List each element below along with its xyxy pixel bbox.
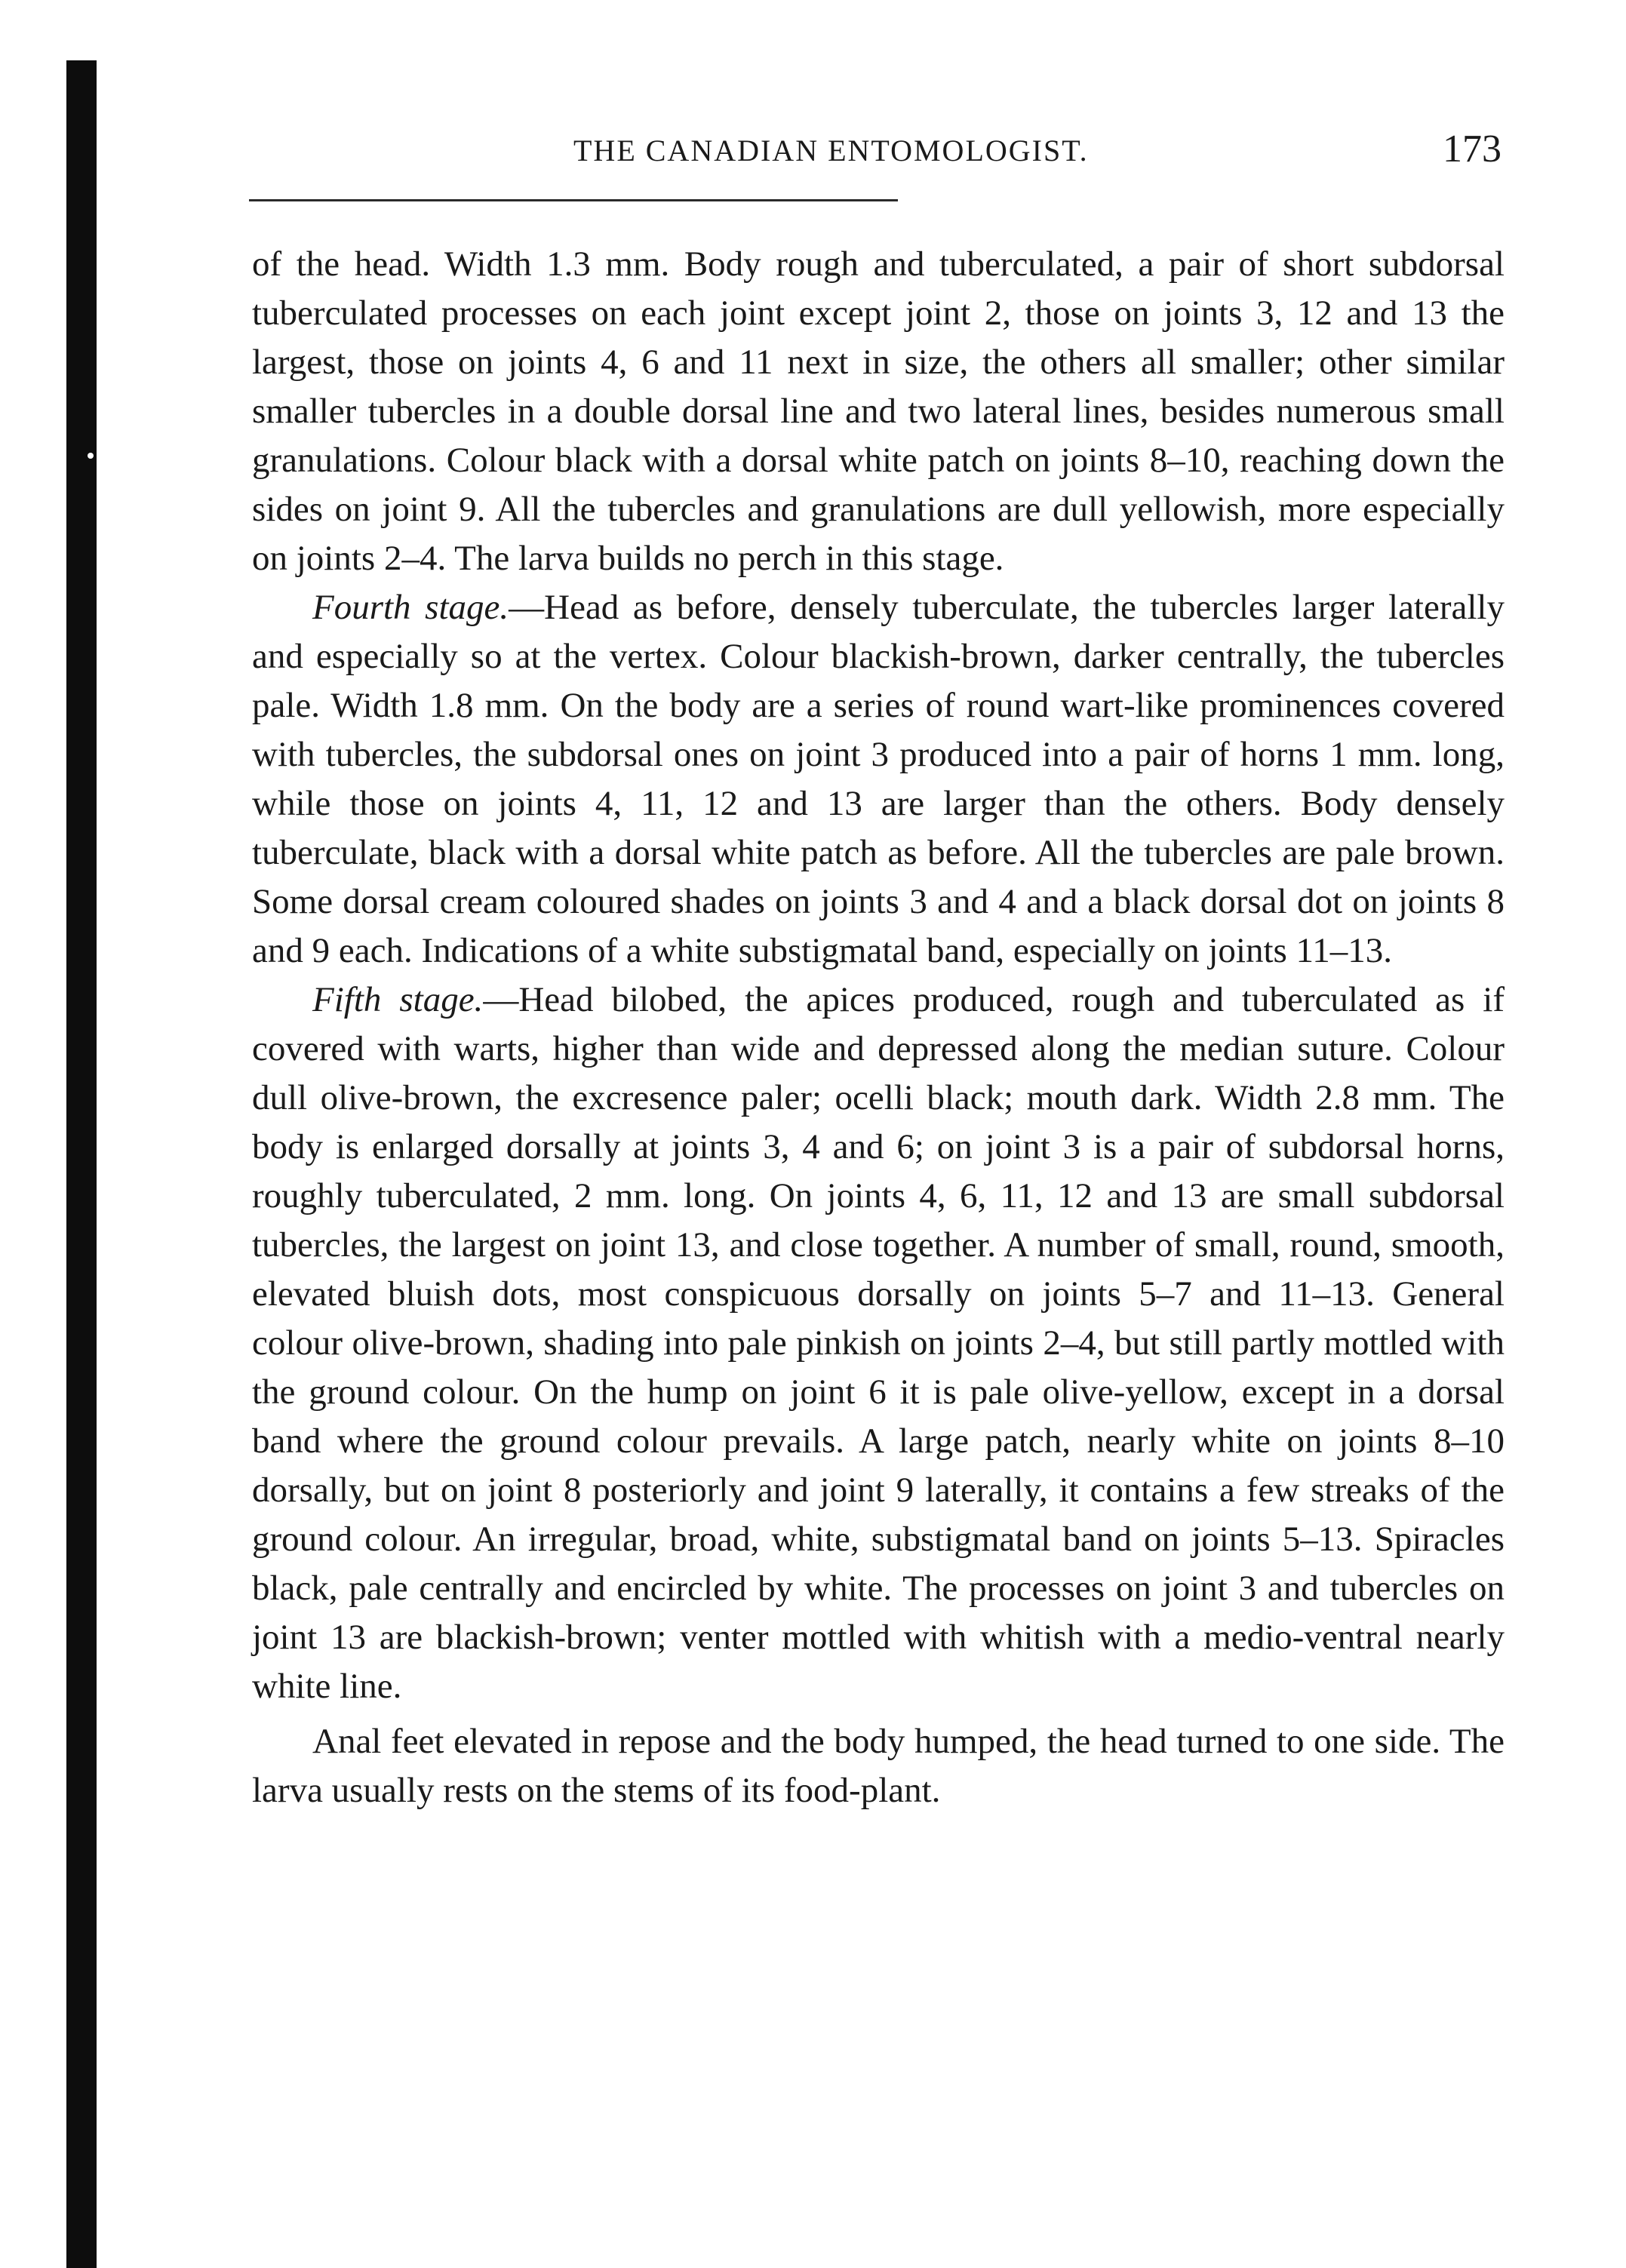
scan-speck <box>88 453 94 459</box>
fifth-stage-label: Fifth stage. <box>312 980 484 1019</box>
fourth-stage-label: Fourth stage. <box>312 588 509 627</box>
fifth-stage-text: —Head bilobed, the apices produced, rough and tuberculated as if covered with warts, higher than wide and depressed along the median suture. Colour dull olive-brown, the excresence paler; ocelli black; mouth dark. Width 2.8 mm. The body is enlarged dorsally at joints 3, 4 and 6; on joint 3 is a pair of subdorsal horns, roughly tuberculated, 2 mm. long. On joints 4, 6, 11, 12 and 13 are small subdorsal tubercles, the largest on joint 13, and close together. A number of small, round, smooth, elevated bluish dots, most conspicuous dorsally on joints 5–7 and 11–13. General colour olive-brown, shading into pale pinkish on joints 2–4, but still partly mottled with the ground colour. On the hump on joint 6 it is pale olive-yellow, except in a dorsal band where the ground colour prevails. A large patch, nearly white on joints 8–10 dorsally, but on joint 8 posteriorly and joint 9 laterally, it contains a few streaks of the ground colour. An irregular, broad, white, substigmatal band on joints 5–13. Spiracles black, pale centrally and encircled by white. The processes on joint 3 and tubercles on joint 13 are blackish-brown; venter mottled with whitish with a medio-ventral nearly white line. <box>252 980 1505 1706</box>
paragraph-continued: of the head. Width 1.3 mm. Body rough and tuberculated, a pair of short subdorsal tuberculated processes on each joint except joint 2, those on joints 3, 12 and 13 the largest, those on joints 4, 6 and 11 next in size, the others all smaller; other similar smaller tubercles in a double dorsal line and two lateral lines, besides numerous small granulations. Colour black with a dorsal white patch on joints 8–10, reaching down the sides on joint 9. All the tubercles and granulations are dull yellowish, more especially on joints 2–4. The larva builds no perch in this stage. <box>252 244 1505 578</box>
page-number: 173 <box>1443 128 1502 171</box>
paragraph-fifth-stage <box>252 976 1505 1711</box>
header-rule <box>249 199 898 201</box>
running-title: THE CANADIAN ENTOMOLOGIST. <box>573 134 1089 167</box>
fourth-stage-text: —Head as before, densely tuberculate, the tubercles larger laterally and especially so at the vertex. Colour blackish-brown, darker centrally, the tubercles pale. Width 1.8 mm. On the body are a series of round wart-like prominences covered with tubercles, the subdorsal ones on joint 3 produced into a pair of horns 1 mm. long, while those on joints 4, 11, 12 and 13 are larger than the others. Body densely tuberculate, black with a dorsal white patch as before. All the tubercles are pale brown. Some dorsal cream coloured shades on joints 3 and 4 and a black dorsal dot on joints 8 and 9 each. Indications of a white substigmatal band, especially on joints 11–13. <box>252 588 1505 970</box>
page-header <box>249 128 1502 178</box>
paragraph-resting-habit: Anal feet elevated in repose and the body humped, the head turned to one side. The larva usually rests on the stems of its food-plant. <box>252 1722 1505 1810</box>
body-text <box>252 240 1505 1815</box>
paragraph-fourth-stage <box>252 583 1505 976</box>
scan-binding-edge <box>66 60 97 2268</box>
